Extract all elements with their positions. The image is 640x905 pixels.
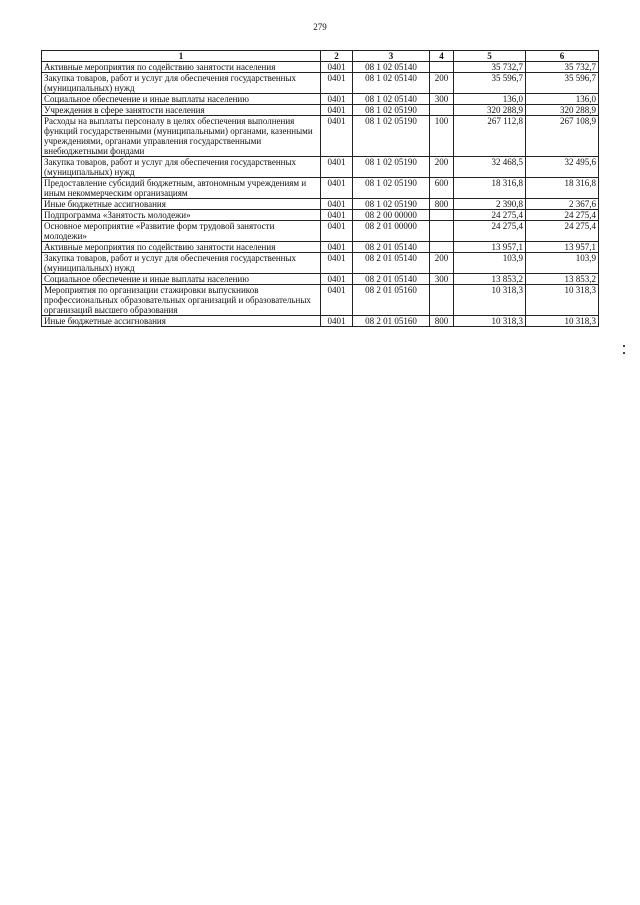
cell-sum1: 13 853,2: [454, 274, 526, 285]
cell-name: Социальное обеспечение и иные выплаты населению: [42, 94, 321, 105]
cell-csr: 08 2 01 05160: [353, 316, 430, 327]
cell-csr: 08 1 02 05190: [353, 157, 430, 178]
cell-csr: 08 1 02 05190: [353, 105, 430, 116]
table-row: [42, 285, 599, 316]
cell-name: Закупка товаров, работ и услуг для обеспечения государственных (муниципальных) нужд: [42, 73, 321, 94]
table-row: [42, 199, 599, 210]
cell-name: Закупка товаров, работ и услуг для обеспечения государственных (муниципальных) нужд: [42, 253, 321, 274]
cell-csr: 08 1 02 05190: [353, 178, 430, 199]
cell-sum2: 13 853,2: [526, 274, 599, 285]
cell-vr: [430, 242, 454, 253]
cell-vr: [430, 105, 454, 116]
cell-ved: 0401: [321, 178, 353, 199]
cell-ved: 0401: [321, 221, 353, 242]
table-row: [42, 242, 599, 253]
cell-vr: [430, 285, 454, 316]
cell-vr: 800: [430, 316, 454, 327]
table-row: [42, 62, 599, 73]
cell-sum1: 136,0: [454, 94, 526, 105]
cell-sum2: 13 957,1: [526, 242, 599, 253]
cell-sum1: 13 957,1: [454, 242, 526, 253]
cell-vr: 200: [430, 157, 454, 178]
scan-mark: [623, 352, 625, 354]
cell-sum2: 267 108,9: [526, 116, 599, 157]
cell-csr: 08 2 01 00000: [353, 221, 430, 242]
cell-vr: 800: [430, 199, 454, 210]
cell-name: Закупка товаров, работ и услуг для обеспечения государственных (муниципальных) нужд: [42, 157, 321, 178]
column-header-sum2: 6: [526, 51, 599, 62]
cell-sum2: 103,9: [526, 253, 599, 274]
cell-sum2: 136,0: [526, 94, 599, 105]
cell-csr: 08 2 01 05160: [353, 285, 430, 316]
table-row: [42, 178, 599, 199]
cell-name: Мероприятия по организации стажировки выпускников профессиональных образовательных организаций и образовательных организаций высшего образования: [42, 285, 321, 316]
cell-name: Предоставление субсидий бюджетным, автономным учреждениям и иным некоммерческим организациям: [42, 178, 321, 199]
table-row: [42, 105, 599, 116]
cell-csr: 08 2 01 05140: [353, 274, 430, 285]
cell-vr: [430, 221, 454, 242]
cell-vr: 600: [430, 178, 454, 199]
cell-ved: 0401: [321, 242, 353, 253]
cell-ved: 0401: [321, 116, 353, 157]
cell-ved: 0401: [321, 73, 353, 94]
cell-csr: 08 2 01 05140: [353, 253, 430, 274]
cell-sum2: 35 596,7: [526, 73, 599, 94]
scan-mark: [623, 345, 625, 347]
cell-sum1: 103,9: [454, 253, 526, 274]
cell-csr: 08 2 00 00000: [353, 210, 430, 221]
table-row: [42, 116, 599, 157]
cell-sum1: 10 318,3: [454, 316, 526, 327]
cell-ved: 0401: [321, 274, 353, 285]
cell-vr: 300: [430, 274, 454, 285]
cell-ved: 0401: [321, 285, 353, 316]
table-row: [42, 274, 599, 285]
cell-sum1: 32 468,5: [454, 157, 526, 178]
cell-sum1: 24 275,4: [454, 221, 526, 242]
cell-csr: 08 1 02 05140: [353, 94, 430, 105]
cell-ved: 0401: [321, 62, 353, 73]
cell-name: Активные мероприятия по содействию занятости населения: [42, 62, 321, 73]
table-row: [42, 253, 599, 274]
cell-name: Учреждения в сфере занятости населения: [42, 105, 321, 116]
table-header-row: [42, 51, 599, 62]
cell-ved: 0401: [321, 210, 353, 221]
cell-sum2: 10 318,3: [526, 316, 599, 327]
table-row: [42, 157, 599, 178]
cell-ved: 0401: [321, 253, 353, 274]
table-body: [42, 62, 599, 327]
table-row: [42, 210, 599, 221]
cell-sum1: 24 275,4: [454, 210, 526, 221]
cell-vr: [430, 62, 454, 73]
cell-name: Активные мероприятия по содействию занятости населения: [42, 242, 321, 253]
column-header-sum1: 5: [454, 51, 526, 62]
cell-name: Подпрограмма «Занятость молодежи»: [42, 210, 321, 221]
cell-csr: 08 1 02 05140: [353, 73, 430, 94]
cell-name: Социальное обеспечение и иные выплаты населению: [42, 274, 321, 285]
cell-csr: 08 2 01 05140: [353, 242, 430, 253]
cell-vr: 300: [430, 94, 454, 105]
cell-csr: 08 1 02 05190: [353, 116, 430, 157]
cell-sum1: 18 316,8: [454, 178, 526, 199]
cell-ved: 0401: [321, 316, 353, 327]
cell-sum1: 35 596,7: [454, 73, 526, 94]
table-row: [42, 73, 599, 94]
cell-sum1: 320 288,9: [454, 105, 526, 116]
cell-name: Иные бюджетные ассигнования: [42, 316, 321, 327]
cell-sum1: 2 390,8: [454, 199, 526, 210]
cell-sum1: 35 732,7: [454, 62, 526, 73]
cell-name: Расходы на выплаты персоналу в целях обеспечения выполнения функций государственными (муниципальными) органами, казенными учреждениями, органами управления государственными внебюджетными фондами: [42, 116, 321, 157]
cell-name: Основное мероприятие «Развитие форм трудовой занятости молодежи»: [42, 221, 321, 242]
cell-sum2: 24 275,4: [526, 221, 599, 242]
cell-sum2: 32 495,6: [526, 157, 599, 178]
cell-ved: 0401: [321, 199, 353, 210]
cell-sum1: 267 112,8: [454, 116, 526, 157]
cell-sum1: 10 318,3: [454, 285, 526, 316]
cell-sum2: 18 316,8: [526, 178, 599, 199]
cell-sum2: 10 318,3: [526, 285, 599, 316]
cell-sum2: 320 288,9: [526, 105, 599, 116]
cell-name: Иные бюджетные ассигнования: [42, 199, 321, 210]
column-header-name: 1: [42, 51, 321, 62]
cell-sum2: 24 275,4: [526, 210, 599, 221]
cell-ved: 0401: [321, 157, 353, 178]
table-row: [42, 94, 599, 105]
budget-table: [41, 50, 599, 327]
cell-sum2: 35 732,7: [526, 62, 599, 73]
cell-vr: 200: [430, 73, 454, 94]
column-header-vr: 4: [430, 51, 454, 62]
column-header-ved: 2: [321, 51, 353, 62]
cell-ved: 0401: [321, 105, 353, 116]
cell-vr: 200: [430, 253, 454, 274]
page-number: 279: [313, 22, 327, 32]
cell-vr: 100: [430, 116, 454, 157]
cell-csr: 08 1 02 05140: [353, 62, 430, 73]
table-row: [42, 316, 599, 327]
cell-vr: [430, 210, 454, 221]
cell-ved: 0401: [321, 94, 353, 105]
cell-sum2: 2 367,6: [526, 199, 599, 210]
column-header-csr: 3: [353, 51, 430, 62]
cell-csr: 08 1 02 05190: [353, 199, 430, 210]
table-row: [42, 221, 599, 242]
